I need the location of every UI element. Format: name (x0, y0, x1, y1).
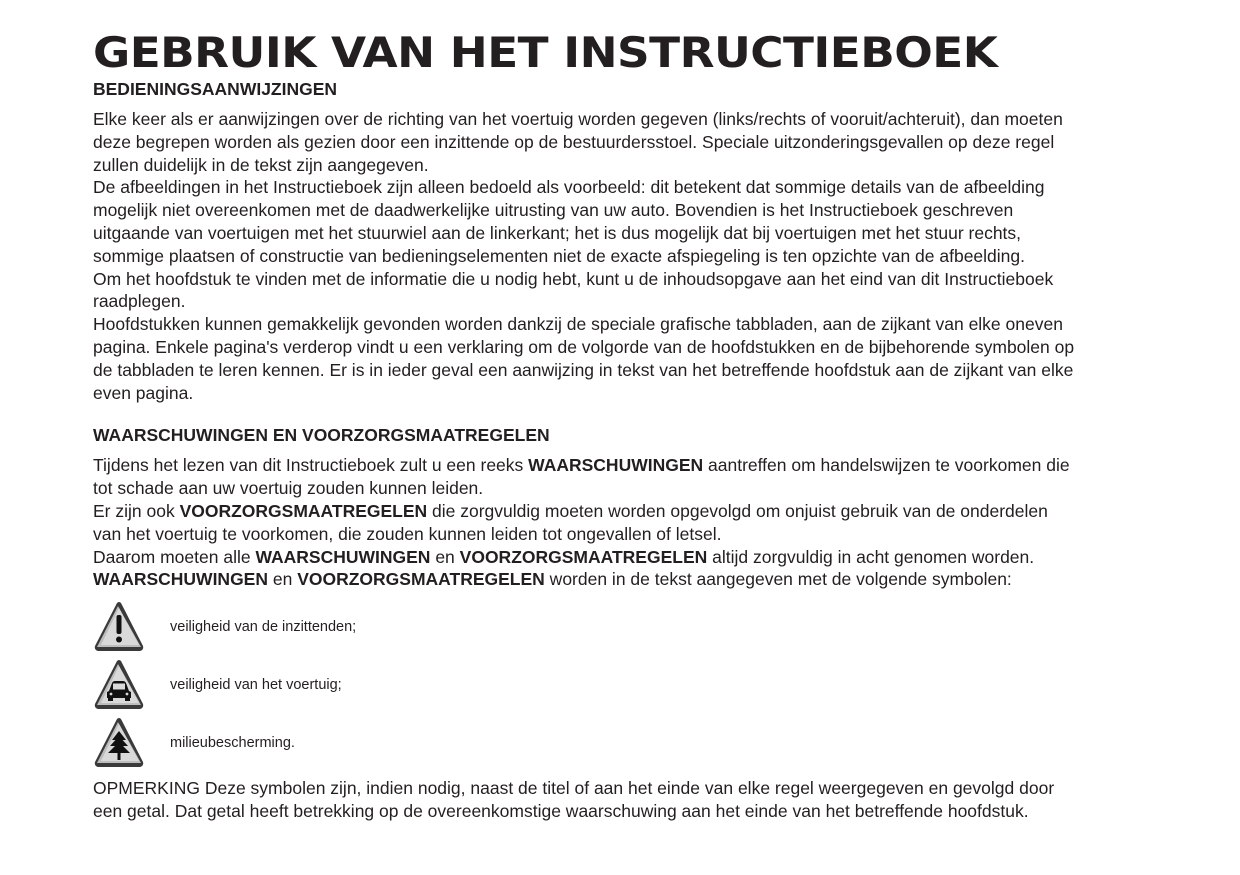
text-line: OPMERKING Deze symbolen zijn, indien nodig, naast de titel of aan het einde van elke regel weergegeven en gevolgd door (93, 778, 1055, 799)
text-segment: van het voertuig te voorkomen, die zouden kunnen leiden tot ongevallen of letsel. (93, 523, 722, 544)
symbol-label-environment: milieubescherming. (170, 735, 295, 752)
text-line: zullen duidelijk in de tekst zijn aangegeven. (93, 154, 429, 175)
tree-warning-icon (93, 716, 145, 770)
symbol-row (93, 599, 1123, 655)
symbol-legend (93, 599, 1123, 771)
text-line: pagina. Enkele pagina's verderop vindt u een verklaring om de volgorde van de hoofdstukken en de bijbehorende symbolen op (93, 336, 1075, 357)
section-heading-operating-instructions: BEDIENINGSAANWIJZINGEN (93, 79, 338, 99)
emphasis-term: WAARSCHUWINGEN (93, 569, 268, 590)
text-segment: Daarom moeten alle (93, 546, 256, 567)
section-text-warnings (93, 454, 1123, 591)
text-line: deze begrepen worden als gezien door een inzittende op de bestuurdersstoel. Speciale uitzonderingsgevallen op deze regel (93, 131, 1055, 152)
text-segment: Er zijn ook (93, 500, 180, 521)
text-line: Elke keer als er aanwijzingen over de richting van het voertuig worden gegeven (links/rechts of vooruit/achteruit), dan moeten (93, 109, 1063, 129)
emphasis-term: WAARSCHUWINGEN (528, 455, 704, 476)
text-line: de tabbladen te leren kennen. Er is in ieder geval een aanwijzing in tekst van het betreffende hoofdstuk aan de zijkant van elke (93, 359, 1074, 380)
page-title: GEBRUIK VAN HET INSTRUCTIEBOEK (93, 28, 998, 77)
text-segment: worden in de tekst aangegeven met de volgende symbolen: (544, 569, 1012, 590)
text-segment: Tijdens het lezen van dit Instructieboek zult u een reeks (93, 455, 529, 476)
emphasis-term: WAARSCHUWINGEN (255, 546, 431, 567)
text-segment: aantreffen om handelswijzen te voorkomen die (703, 455, 1070, 476)
symbol-row (93, 657, 1123, 713)
emphasis-term: VOORZORGSMAATREGELEN (297, 569, 545, 590)
text-line: De afbeeldingen in het Instructieboek zijn alleen bedoeld als voorbeeld: dit betekent dat sommige details van de afbeelding (93, 177, 1045, 198)
section-heading-warnings: WAARSCHUWINGEN EN VOORZORGSMAATREGELEN (93, 425, 550, 446)
text-segment: tot schade aan uw voertuig zouden kunnen leiden. (93, 478, 484, 499)
symbol-row (93, 715, 1123, 771)
text-line: mogelijk niet overeenkomen met de daadwerkelijke uitrusting van uw auto. Bovendien is het Instructieboek geschreven (93, 200, 1014, 221)
text-line: Hoofdstukken kunnen gemakkelijk gevonden worden dankzij de speciale grafische tabbladen, aan de zijkant van elke oneven (93, 314, 1063, 335)
text-line: Om het hoofdstuk te vinden met de informatie die u nodig hebt, kunt u de inhoudsopgave aan het eind van dit Instructieboek (93, 268, 1054, 289)
text-segment: en (268, 569, 298, 590)
note-text (93, 777, 1123, 823)
text-segment: en (430, 546, 460, 567)
car-warning-icon (93, 658, 145, 712)
text-line: raadplegen. (93, 291, 186, 312)
text-segment: altijd zorgvuldig in acht genomen worden. (707, 546, 1035, 567)
text-line: een getal. Dat getal heeft betrekking op de overeenkomstige waarschuwing aan het einde van het betreffende hoofdstuk. (93, 800, 1029, 821)
section-text-operating-instructions (93, 108, 1123, 404)
emphasis-term: VOORZORGSMAATREGELEN (179, 500, 428, 521)
text-segment: die zorgvuldig moeten worden opgevolgd om onjuist gebruik van de onderdelen (427, 500, 1048, 521)
text-line: uitgaande van voertuigen met het stuurwiel aan de linkerkant; het is dus mogelijk dat bij voertuigen met het stuur rechts, (93, 222, 1022, 243)
text-line: sommige plaatsen of constructie van bedieningselementen niet de exacte afspiegeling is ten opzichte van de afbeelding. (93, 245, 1025, 266)
instruction-page (93, 30, 1123, 823)
symbol-label-occupants: veiligheid van de inzittenden; (170, 619, 357, 636)
symbol-label-vehicle: veiligheid van het voertuig; (170, 677, 342, 694)
emphasis-term: VOORZORGSMAATREGELEN (459, 546, 708, 567)
exclamation-warning-icon (93, 600, 145, 654)
text-line: even pagina. (93, 382, 194, 403)
